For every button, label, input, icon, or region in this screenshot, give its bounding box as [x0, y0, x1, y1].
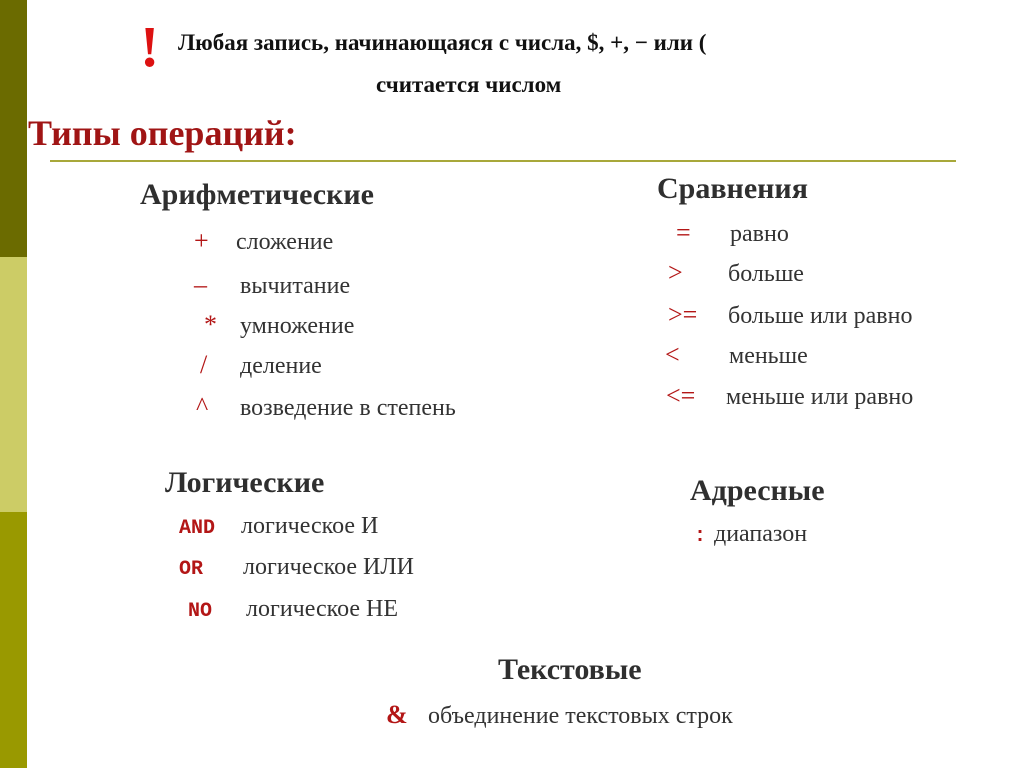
exclamation-icon: !: [140, 14, 160, 79]
ampersand-symbol: &: [386, 700, 408, 729]
comparison-item-equal: [676, 218, 789, 248]
comparison-item-greater-equal: [668, 300, 912, 330]
minus-symbol: –: [194, 270, 207, 299]
greater-equal-symbol: >=: [668, 300, 698, 329]
text-label: объединение текстовых строк: [428, 703, 733, 729]
comparison-heading: Сравнения: [657, 172, 808, 205]
sidebar-decoration: [0, 0, 27, 768]
arithmetic-label: возведение в степень: [240, 395, 456, 421]
logical-item-or: [179, 551, 414, 581]
comparison-label: больше: [728, 261, 804, 287]
comparison-label: меньше: [729, 343, 808, 369]
slash-symbol: /: [200, 350, 208, 379]
comparison-item-less: [665, 340, 808, 370]
arithmetic-label: деление: [240, 353, 322, 379]
arithmetic-item-power: [196, 392, 456, 422]
comparison-item-greater: [668, 258, 804, 288]
colon-symbol: :: [694, 525, 707, 548]
equals-symbol: =: [676, 218, 691, 247]
comparison-label: равно: [730, 221, 789, 247]
note-line-1: Любая запись, начинающаяся с числа, $, +, − или (: [178, 30, 707, 55]
less-equal-symbol: <=: [666, 381, 696, 410]
sidebar-band-light: [0, 257, 27, 512]
and-keyword: AND: [179, 517, 216, 540]
text-item-concat: [386, 700, 733, 730]
address-item-range: [694, 518, 807, 548]
note-line-2: считается числом: [376, 72, 562, 97]
asterisk-symbol: *: [204, 310, 217, 339]
sidebar-band-mid: [0, 512, 27, 768]
arithmetic-item-add: [194, 226, 333, 256]
sidebar-band-dark: [0, 0, 27, 257]
arithmetic-item-divide: [200, 350, 322, 380]
arithmetic-item-subtract: [194, 270, 350, 300]
less-symbol: <: [665, 340, 680, 369]
comparison-label: меньше или равно: [726, 384, 914, 410]
page-title: Типы операций:: [28, 113, 297, 153]
logical-label: логическое НЕ: [246, 596, 399, 622]
logical-label: логическое ИЛИ: [243, 554, 414, 580]
comparison-item-less-equal: [666, 381, 913, 411]
logical-item-and: [179, 510, 378, 540]
arithmetic-label: вычитание: [240, 273, 351, 299]
or-keyword: OR: [179, 558, 204, 581]
no-keyword: NO: [188, 600, 213, 623]
address-heading: Адресные: [690, 474, 825, 507]
logical-item-no: [188, 593, 398, 623]
comparison-label: больше или равно: [728, 303, 913, 329]
arithmetic-heading: Арифметические: [140, 178, 374, 211]
logical-heading: Логические: [165, 466, 325, 499]
arithmetic-label: сложение: [236, 229, 334, 255]
arithmetic-item-multiply: [204, 310, 354, 340]
text-heading: Текстовые: [498, 653, 642, 686]
title-divider: [50, 160, 956, 162]
address-label: диапазон: [714, 521, 808, 547]
logical-label: логическое И: [241, 513, 379, 539]
greater-symbol: >: [668, 258, 683, 287]
arithmetic-label: умножение: [240, 313, 355, 339]
caret-symbol: ^: [196, 392, 209, 421]
plus-symbol: +: [194, 226, 209, 255]
